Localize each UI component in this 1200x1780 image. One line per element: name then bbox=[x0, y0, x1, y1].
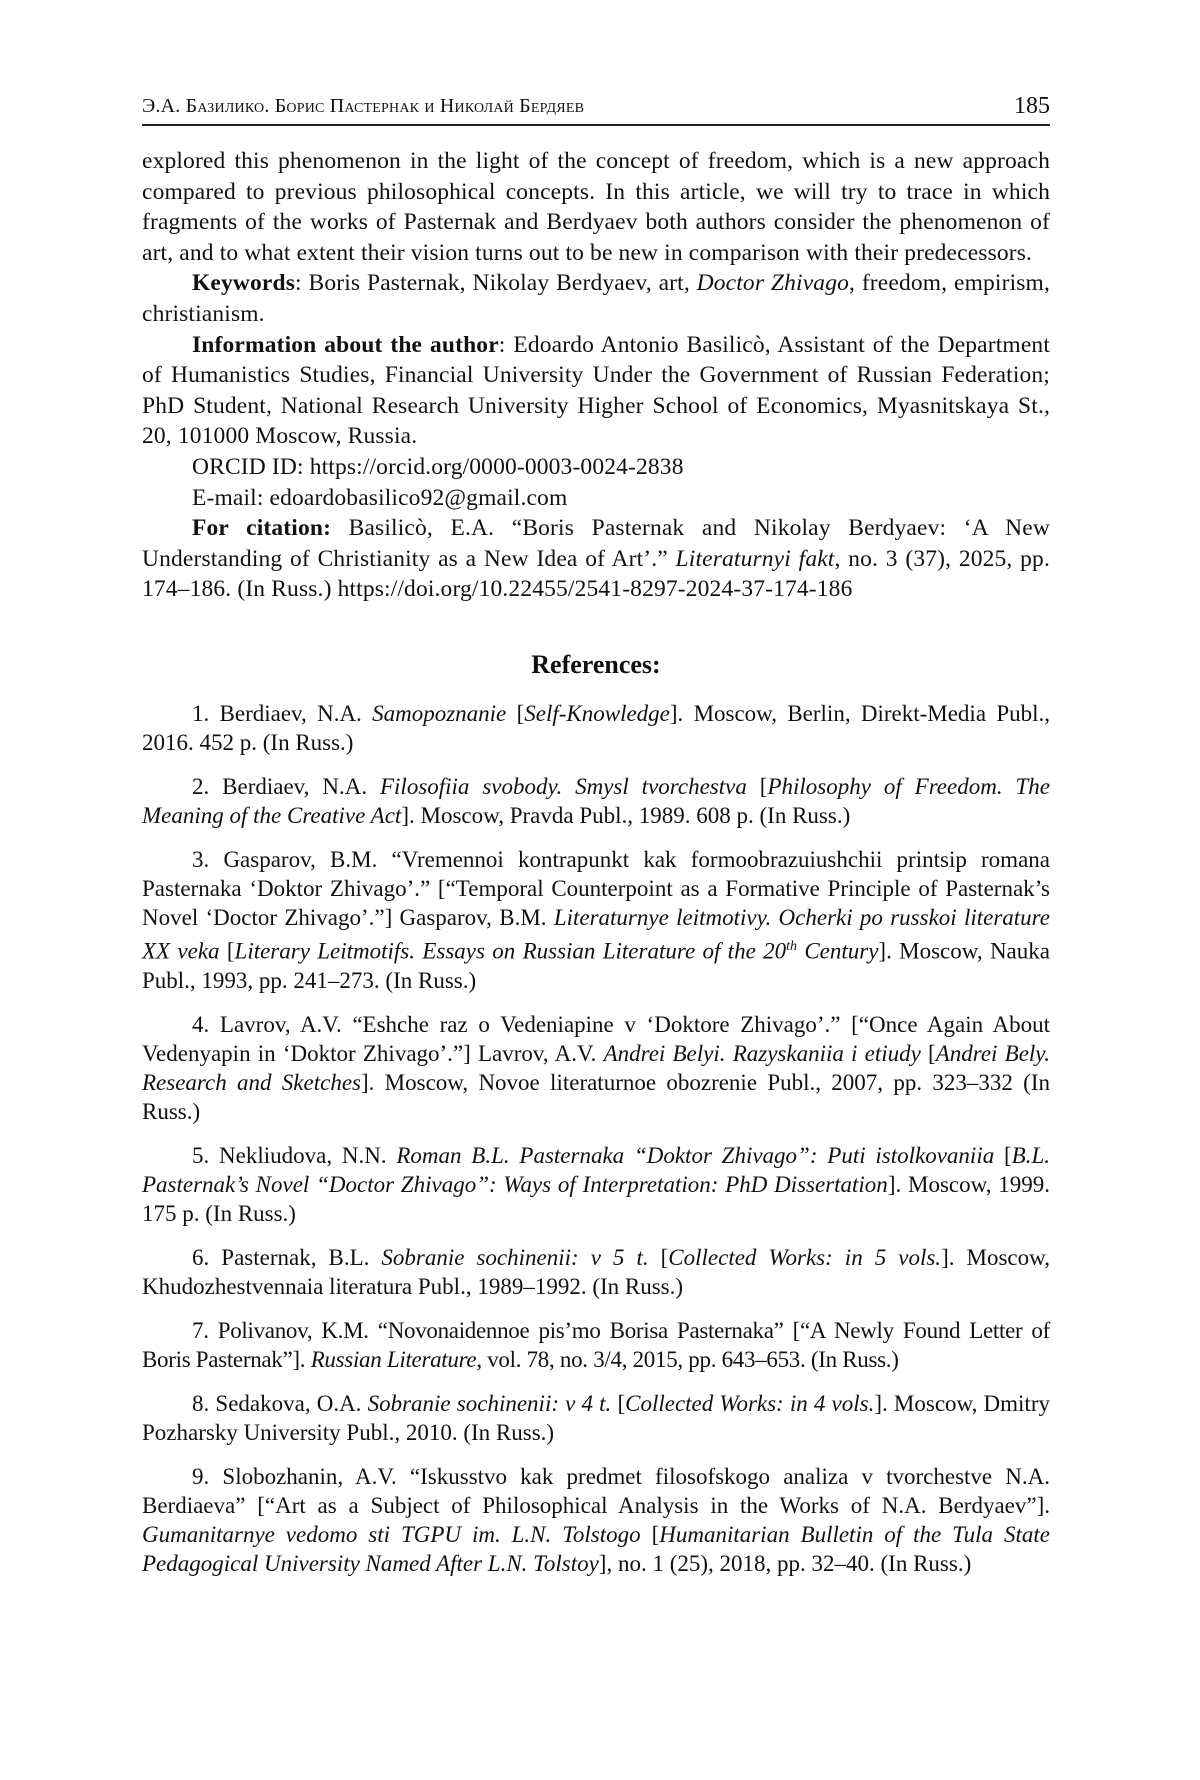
author-info-label: Information about the author bbox=[192, 331, 499, 358]
ref-text: ]. Moscow, Nauka Publ., 1993, pp. 241–273. (In Russ.) bbox=[142, 938, 1050, 993]
ref-text: [ bbox=[640, 1521, 660, 1547]
ref-translation: Literary Leitmotifs. Essays on Russian Literature of the 20 bbox=[234, 938, 787, 964]
ref-text: ]. Moscow, Pravda Publ., 1989. 608 p. (In Russ.) bbox=[401, 802, 851, 828]
author-info-paragraph bbox=[142, 330, 1050, 452]
ref-text: ]. Moscow, 1999. 175 p. (In Russ.) bbox=[142, 1171, 1050, 1226]
ref-title: Roman B.L. Pasternaka “Doktor Zhivago”: Puti istolkovaniia bbox=[396, 1142, 995, 1168]
ref-translation: B.L. Pasternak’s Novel “Doctor Zhivago”: Ways of Interpretation: PhD Dissertation bbox=[142, 1142, 1050, 1197]
running-title: Э.А. Базилико. Борис Пастернак и Николай Бердяев bbox=[142, 95, 585, 117]
ref-title: Gumanitarnye vedomo sti TGPU im. L.N. Tolstogo bbox=[142, 1521, 641, 1547]
ref-title: Filosofiia svobody. Smysl tvorchestva bbox=[379, 773, 747, 799]
author-info-text: : Edoardo Antonio Basilicò, Assistant of the Department of Humanistics Studies, Financial University Under the Government of Russian Federation; PhD Student, National Research University Higher School of Economics, Myasnitskaya St., 20, 101000 Moscow, Russia. bbox=[142, 331, 1050, 450]
ref-text: [ bbox=[506, 700, 525, 726]
ref-title: Russian Literature bbox=[310, 1346, 477, 1372]
ref-translation: Collected Works: in 4 vols. bbox=[625, 1390, 875, 1416]
ref-text: 3. Gasparov, B.M. “Vremennoi kontrapunkt kak formoobrazuiushchii printsip romana Pasternaka ‘Doktor Zhivago’.” [“Temporal Counterpoint as a Formative Principle of Pasternak’s Novel ‘Doctor Zhivago’.”] Gasparov, B.M. bbox=[142, 846, 1050, 930]
page-number: 185 bbox=[1014, 93, 1050, 119]
ref-text: [ bbox=[920, 1040, 936, 1066]
ref-text: ]. Moscow, Khudozhestvennaia literatura Publ., 1989–1992. (In Russ.) bbox=[142, 1244, 1050, 1299]
ref-translation: Philosophy of Freedom. The Meaning of the Creative Act bbox=[142, 773, 1050, 828]
ref-text: ]. Moscow, Novoe literaturnoe obozrenie Publ., 2007, pp. 323–332 (In Russ.) bbox=[142, 1069, 1050, 1124]
ref-text: [ bbox=[648, 1244, 669, 1270]
ref-translation: Andrei Bely. Research and Sketches bbox=[142, 1040, 1050, 1095]
ref-translation: Collected Works: in 5 vols. bbox=[668, 1244, 942, 1270]
reference-item bbox=[142, 1243, 1050, 1301]
orcid-line: ORCID ID: https://orcid.org/0000-0003-0024-2838 bbox=[192, 453, 684, 480]
ref-text: ], no. 1 (25), 2018, pp. 32–40. (In Russ.) bbox=[598, 1550, 972, 1576]
ref-text: 7. Polivanov, K.M. “Novonaidennoe pis’mo Borisa Pasternaka” [“A Newly Found Letter of Boris Pasternak”]. bbox=[142, 1317, 1050, 1372]
ref-text: [ bbox=[219, 938, 235, 964]
ref-translation: Self-Knowledge bbox=[524, 700, 670, 726]
email-line: E-mail: edoardobasilico92@gmail.com bbox=[192, 484, 568, 511]
abstract-continuation: explored this phenomenon in the light of the concept of freedom, which is a new approach compared to previous philosophical concepts. In this article, we will try to trace in which fragments of the works of Pasternak and Berdyaev both authors consider the phenomenon of art, and to what extent their vision turns out to be new in comparison with their predecessors. bbox=[142, 148, 1050, 266]
keywords-text: : Boris Pasternak, Nikolay Berdyaev, art, bbox=[295, 270, 697, 297]
ref-text: 4. Lavrov, A.V. “Eshche raz o Vedeniapine v ‘Doktore Zhivago’.” [“Once Again About Vedenyapin in ‘Doktor Zhivago’.”] Lavrov, A.V. bbox=[142, 1011, 1050, 1066]
ref-text: [ bbox=[994, 1142, 1012, 1168]
ref-title: Literaturnye leitmotivy. Ocherki po russkoi literature XX veka bbox=[142, 904, 1050, 964]
keywords-label: Keywords bbox=[192, 270, 296, 297]
ref-title: Andrei Belyi. Razyskaniia i etiudy bbox=[603, 1040, 921, 1066]
reference-item bbox=[142, 1010, 1050, 1126]
reference-item bbox=[142, 1141, 1050, 1228]
reference-item bbox=[142, 1389, 1050, 1447]
ref-title: Samopoznanie bbox=[372, 700, 507, 726]
running-header bbox=[142, 88, 1050, 126]
citation-paragraph bbox=[142, 513, 1050, 605]
reference-item bbox=[142, 699, 1050, 757]
ref-superscript: th bbox=[786, 938, 797, 954]
ref-text: 2. Berdiaev, N.A. bbox=[192, 773, 380, 799]
ref-text: ]. Moscow, Berlin, Direkt-Media Publ., 2016. 452 p. (In Russ.) bbox=[142, 700, 1050, 755]
ref-title: Sobranie sochinenii: v 4 t. bbox=[367, 1390, 612, 1416]
ref-text: 8. Sedakova, O.A. bbox=[192, 1390, 368, 1416]
citation-text: Basilicò, E.A. “Boris Pasternak and Nikolay Berdyaev: ‘A New Understanding of Christianity as a New Idea of Art’.” bbox=[142, 515, 1050, 572]
ref-text: 1. Berdiaev, N.A. bbox=[192, 700, 373, 726]
ref-text: , vol. 78, no. 3/4, 2015, pp. 643–653. (In Russ.) bbox=[476, 1346, 899, 1372]
references-heading: References: bbox=[531, 649, 661, 679]
page-content bbox=[142, 146, 1050, 1593]
citation-label: For citation: bbox=[192, 515, 332, 542]
keywords-paragraph bbox=[142, 268, 1050, 329]
references-list bbox=[142, 699, 1050, 1578]
ref-translation: Century bbox=[797, 938, 879, 964]
ref-text: [ bbox=[611, 1390, 626, 1416]
ref-text: 6. Pasternak, B.L. bbox=[192, 1244, 382, 1270]
ref-text: 5. Nekliudova, N.N. bbox=[192, 1142, 397, 1168]
abstract-section bbox=[142, 146, 1050, 605]
reference-item bbox=[142, 1462, 1050, 1578]
citation-text-end: , no. 3 (37), 2025, pp. 174–186. (In Russ.) https://doi.org/10.22455/2541-8297-2024-37-174-186 bbox=[142, 545, 1050, 603]
ref-text: 9. Slobozhanin, A.V. “Iskusstvo kak predmet filosofskogo analiza v tvorchestve N.A. Berdiaeva” [“Art as a Subject of Philosophical Analysis in the Works of N.A. Berdyaev”]. bbox=[142, 1463, 1050, 1518]
ref-text: ]. Moscow, Dmitry Pozharsky University Publ., 2010. (In Russ.) bbox=[142, 1390, 1050, 1445]
ref-translation: Humanitarian Bulletin of the Tula State Pedagogical University Named After L.N. Tolstoy bbox=[142, 1521, 1050, 1576]
reference-item bbox=[142, 772, 1050, 830]
reference-item bbox=[142, 1316, 1050, 1374]
ref-text: [ bbox=[746, 773, 768, 799]
keywords-text-end: , freedom, empirism, christianism. bbox=[142, 270, 1050, 327]
citation-journal: Literaturnyi fakt bbox=[675, 545, 835, 572]
reference-item bbox=[142, 845, 1050, 995]
keywords-italic: Doctor Zhivago bbox=[696, 270, 850, 297]
ref-title: Sobranie sochinenii: v 5 t. bbox=[381, 1244, 649, 1270]
